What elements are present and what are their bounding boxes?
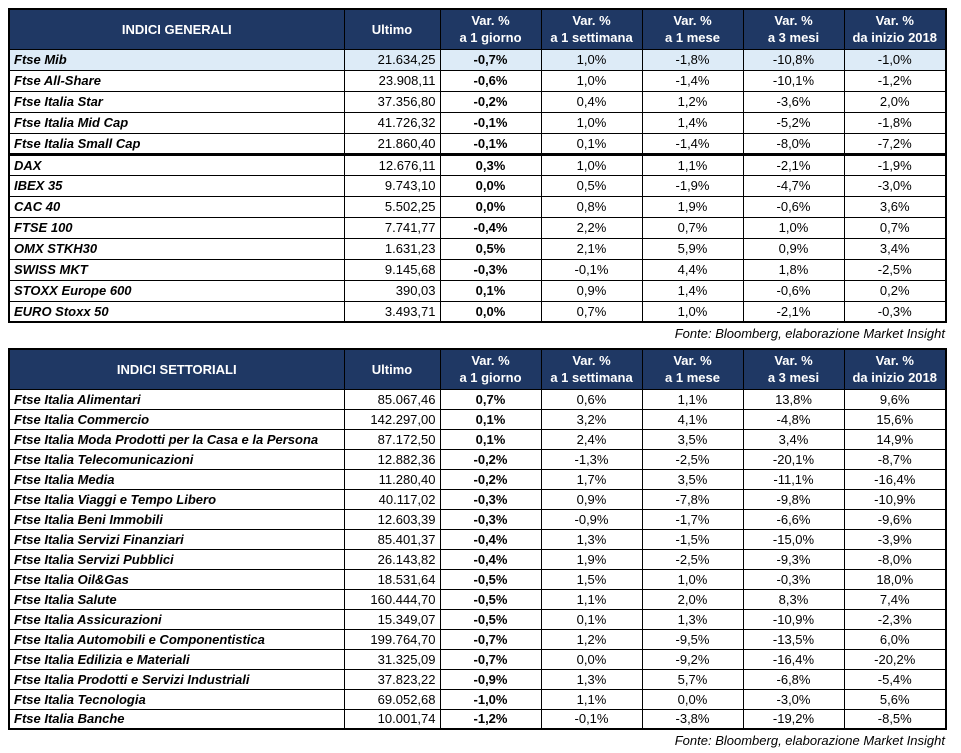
table-row	[9, 709, 946, 729]
var-1g-cell: 0,0%	[440, 196, 541, 217]
var-3m-cell: -16,4%	[743, 649, 844, 669]
table-row	[9, 689, 946, 709]
ultimo-cell: 12.676,11	[344, 154, 440, 175]
var-1s-cell: 0,5%	[541, 175, 642, 196]
var-1g-cell: -0,2%	[440, 469, 541, 489]
ultimo-cell: 7.741,77	[344, 217, 440, 238]
var-1m-cell: 0,0%	[642, 689, 743, 709]
var-ytd-cell: -20,2%	[844, 649, 946, 669]
index-name-cell: Ftse Italia Viaggi e Tempo Libero	[9, 489, 344, 509]
col-header-line: Var. %	[774, 353, 813, 369]
var-1g-cell: -0,6%	[440, 70, 541, 91]
ultimo-cell: 142.297,00	[344, 409, 440, 429]
var-3m-cell: 3,4%	[743, 429, 844, 449]
var-1g-cell: -1,2%	[440, 709, 541, 729]
ultimo-cell: 85.401,37	[344, 529, 440, 549]
ultimo-cell: 37.823,22	[344, 669, 440, 689]
ultimo-cell: 21.634,25	[344, 49, 440, 70]
var-1s-cell: 0,6%	[541, 389, 642, 409]
table-row	[9, 629, 946, 649]
index-name-cell: SWISS MKT	[9, 259, 344, 280]
table-row	[9, 589, 946, 609]
var-3m-cell: -0,6%	[743, 196, 844, 217]
table-row	[9, 49, 946, 70]
ultimo-cell: 31.325,09	[344, 649, 440, 669]
index-name-cell: Ftse Italia Star	[9, 91, 344, 112]
var-1m-cell: -1,5%	[642, 529, 743, 549]
var-1s-cell: 1,3%	[541, 669, 642, 689]
col-header-ultimo: Ultimo	[344, 349, 440, 389]
table-row	[9, 669, 946, 689]
index-name-cell: Ftse Italia Salute	[9, 589, 344, 609]
var-1m-cell: 1,0%	[642, 301, 743, 322]
var-1s-cell: 0,0%	[541, 649, 642, 669]
var-1s-cell: 0,9%	[541, 280, 642, 301]
var-1m-cell: 3,5%	[642, 469, 743, 489]
var-ytd-cell: -2,5%	[844, 259, 946, 280]
var-1g-cell: -1,0%	[440, 689, 541, 709]
var-1s-cell: 1,1%	[541, 689, 642, 709]
ultimo-cell: 37.356,80	[344, 91, 440, 112]
table-row	[9, 449, 946, 469]
var-ytd-cell: -16,4%	[844, 469, 946, 489]
var-1s-cell: 3,2%	[541, 409, 642, 429]
ultimo-cell: 5.502,25	[344, 196, 440, 217]
var-1m-cell: -9,2%	[642, 649, 743, 669]
table-row	[9, 429, 946, 449]
col-header-var-1g	[440, 9, 541, 49]
var-ytd-cell: 3,6%	[844, 196, 946, 217]
ultimo-cell: 40.117,02	[344, 489, 440, 509]
var-1s-cell: -0,9%	[541, 509, 642, 529]
source-note: Fonte: Bloomberg, elaborazione Market Insight	[674, 733, 945, 748]
var-ytd-cell: -1,8%	[844, 112, 946, 133]
var-1m-cell: 1,0%	[642, 569, 743, 589]
var-1m-cell: 5,9%	[642, 238, 743, 259]
index-name-cell: Ftse Italia Telecomunicazioni	[9, 449, 344, 469]
var-1s-cell: 1,5%	[541, 569, 642, 589]
col-header-var-ytd	[844, 9, 946, 49]
var-1g-cell: -0,2%	[440, 91, 541, 112]
var-1g-cell: -0,4%	[440, 549, 541, 569]
var-1g-cell: -0,3%	[440, 489, 541, 509]
table-row	[9, 469, 946, 489]
col-header-line: Var. %	[875, 13, 914, 29]
index-name-cell: Ftse Italia Edilizia e Materiali	[9, 649, 344, 669]
var-1g-cell: 0,5%	[440, 238, 541, 259]
var-1s-cell: 2,2%	[541, 217, 642, 238]
index-name-cell: Ftse Italia Mid Cap	[9, 112, 344, 133]
var-ytd-cell: -1,0%	[844, 49, 946, 70]
table-row	[9, 549, 946, 569]
var-1g-cell: 0,1%	[440, 429, 541, 449]
var-1s-cell: 1,9%	[541, 549, 642, 569]
var-3m-cell: -11,1%	[743, 469, 844, 489]
table-row	[9, 175, 946, 196]
var-ytd-cell: 0,7%	[844, 217, 946, 238]
ultimo-cell: 12.603,39	[344, 509, 440, 529]
col-header-var-1g	[440, 349, 541, 389]
var-1m-cell: 0,7%	[642, 217, 743, 238]
var-1s-cell: 1,0%	[541, 70, 642, 91]
index-name-cell: Ftse Italia Oil&Gas	[9, 569, 344, 589]
var-ytd-cell: 5,6%	[844, 689, 946, 709]
var-1g-cell: -0,7%	[440, 49, 541, 70]
table-title: INDICI GENERALI	[9, 9, 344, 49]
ultimo-cell: 15.349,07	[344, 609, 440, 629]
var-ytd-cell: 18,0%	[844, 569, 946, 589]
var-ytd-cell: -0,3%	[844, 301, 946, 322]
source-note: Fonte: Bloomberg, elaborazione Market Insight	[674, 326, 945, 341]
var-1m-cell: 4,1%	[642, 409, 743, 429]
var-1m-cell: -1,8%	[642, 49, 743, 70]
col-header-line: Var. %	[774, 13, 813, 29]
var-1g-cell: -0,3%	[440, 509, 541, 529]
var-1m-cell: -1,9%	[642, 175, 743, 196]
table-row	[9, 196, 946, 217]
var-1g-cell: 0,1%	[440, 409, 541, 429]
var-3m-cell: -10,9%	[743, 609, 844, 629]
var-1s-cell: 1,0%	[541, 112, 642, 133]
col-header-var-1s	[541, 9, 642, 49]
col-header-line: Var. %	[673, 13, 712, 29]
header-row	[9, 349, 946, 389]
var-1m-cell: -1,4%	[642, 70, 743, 91]
col-header-line: a 3 mesi	[767, 30, 820, 46]
table-row	[9, 259, 946, 280]
col-header-line: a 1 mese	[665, 370, 720, 386]
table-row	[9, 301, 946, 322]
ultimo-cell: 3.493,71	[344, 301, 440, 322]
var-ytd-cell: 2,0%	[844, 91, 946, 112]
ultimo-cell: 87.172,50	[344, 429, 440, 449]
var-1g-cell: -0,7%	[440, 649, 541, 669]
var-1s-cell: 1,0%	[541, 154, 642, 175]
col-header-line: Var. %	[572, 353, 611, 369]
table-row	[9, 217, 946, 238]
index-name-cell: Ftse Italia Small Cap	[9, 133, 344, 154]
var-1g-cell: 0,0%	[440, 301, 541, 322]
var-3m-cell: -19,2%	[743, 709, 844, 729]
var-ytd-cell: -8,7%	[844, 449, 946, 469]
var-ytd-cell: -1,2%	[844, 70, 946, 91]
var-ytd-cell: 9,6%	[844, 389, 946, 409]
var-1g-cell: -0,3%	[440, 259, 541, 280]
var-1g-cell: -0,5%	[440, 609, 541, 629]
ultimo-cell: 160.444,70	[344, 589, 440, 609]
col-header-line: Var. %	[673, 353, 712, 369]
col-header-line: Var. %	[875, 353, 914, 369]
var-3m-cell: 13,8%	[743, 389, 844, 409]
col-header-line: a 1 settimana	[550, 370, 633, 386]
var-1g-cell: -0,9%	[440, 669, 541, 689]
var-1m-cell: -1,7%	[642, 509, 743, 529]
var-1g-cell: -0,4%	[440, 217, 541, 238]
var-3m-cell: -8,0%	[743, 133, 844, 154]
index-name-cell: CAC 40	[9, 196, 344, 217]
var-1s-cell: 1,3%	[541, 529, 642, 549]
col-header-line: a 1 settimana	[550, 30, 633, 46]
var-ytd-cell: -5,4%	[844, 669, 946, 689]
index-name-cell: Ftse Italia Moda Prodotti per la Casa e la Persona	[9, 429, 344, 449]
var-3m-cell: -15,0%	[743, 529, 844, 549]
var-ytd-cell: 6,0%	[844, 629, 946, 649]
var-1m-cell: -1,4%	[642, 133, 743, 154]
var-1g-cell: -0,5%	[440, 589, 541, 609]
table-row	[9, 409, 946, 429]
var-1g-cell: 0,3%	[440, 154, 541, 175]
col-header-line: a 1 giorno	[459, 30, 522, 46]
index-name-cell: FTSE 100	[9, 217, 344, 238]
index-name-cell: Ftse Italia Servizi Pubblici	[9, 549, 344, 569]
table-row	[9, 70, 946, 91]
var-1s-cell: 0,7%	[541, 301, 642, 322]
var-1m-cell: -2,5%	[642, 449, 743, 469]
var-1g-cell: -0,5%	[440, 569, 541, 589]
index-name-cell: Ftse Mib	[9, 49, 344, 70]
var-1s-cell: 2,4%	[541, 429, 642, 449]
var-1g-cell: 0,0%	[440, 175, 541, 196]
var-1s-cell: 1,0%	[541, 49, 642, 70]
table-row	[9, 489, 946, 509]
var-ytd-cell: -2,3%	[844, 609, 946, 629]
var-1m-cell: 1,1%	[642, 154, 743, 175]
var-3m-cell: -9,8%	[743, 489, 844, 509]
var-1m-cell: 1,3%	[642, 609, 743, 629]
var-1m-cell: 1,4%	[642, 112, 743, 133]
table-row	[9, 509, 946, 529]
var-3m-cell: -4,8%	[743, 409, 844, 429]
index-name-cell: STOXX Europe 600	[9, 280, 344, 301]
index-name-cell: Ftse Italia Banche	[9, 709, 344, 729]
ultimo-cell: 85.067,46	[344, 389, 440, 409]
var-1g-cell: -0,7%	[440, 629, 541, 649]
var-1s-cell: 0,9%	[541, 489, 642, 509]
var-1s-cell: 2,1%	[541, 238, 642, 259]
var-3m-cell: 8,3%	[743, 589, 844, 609]
table-title: INDICI SETTORIALI	[9, 349, 344, 389]
ultimo-cell: 18.531,64	[344, 569, 440, 589]
table-row	[9, 569, 946, 589]
table-row	[9, 529, 946, 549]
col-header-line: Var. %	[471, 353, 510, 369]
col-header-line: da inizio 2018	[852, 370, 938, 386]
index-name-cell: Ftse Italia Prodotti e Servizi Industriali	[9, 669, 344, 689]
var-1s-cell: 0,4%	[541, 91, 642, 112]
ultimo-cell: 9.743,10	[344, 175, 440, 196]
ultimo-cell: 10.001,74	[344, 709, 440, 729]
table-row	[9, 609, 946, 629]
var-1m-cell: 5,7%	[642, 669, 743, 689]
var-3m-cell: 1,8%	[743, 259, 844, 280]
ultimo-cell: 26.143,82	[344, 549, 440, 569]
var-1g-cell: -0,4%	[440, 529, 541, 549]
var-1m-cell: 1,4%	[642, 280, 743, 301]
index-name-cell: OMX STKH30	[9, 238, 344, 259]
var-3m-cell: -5,2%	[743, 112, 844, 133]
col-header-var-1m	[642, 9, 743, 49]
var-3m-cell: -6,8%	[743, 669, 844, 689]
var-3m-cell: -3,6%	[743, 91, 844, 112]
col-header-line: da inizio 2018	[852, 30, 938, 46]
col-header-line: a 1 mese	[665, 30, 720, 46]
var-ytd-cell: -3,0%	[844, 175, 946, 196]
col-header-line: a 3 mesi	[767, 370, 820, 386]
var-1s-cell: 0,8%	[541, 196, 642, 217]
var-3m-cell: -4,7%	[743, 175, 844, 196]
table-row	[9, 112, 946, 133]
col-header-var-1s	[541, 349, 642, 389]
var-ytd-cell: -7,2%	[844, 133, 946, 154]
var-3m-cell: -2,1%	[743, 301, 844, 322]
var-1s-cell: 1,7%	[541, 469, 642, 489]
index-name-cell: Ftse Italia Media	[9, 469, 344, 489]
var-1g-cell: -0,1%	[440, 112, 541, 133]
var-1s-cell: -0,1%	[541, 259, 642, 280]
var-1s-cell: 0,1%	[541, 133, 642, 154]
var-1g-cell: -0,1%	[440, 133, 541, 154]
var-1s-cell: -1,3%	[541, 449, 642, 469]
ultimo-cell: 23.908,11	[344, 70, 440, 91]
table-row	[9, 238, 946, 259]
var-3m-cell: 0,9%	[743, 238, 844, 259]
var-1m-cell: 3,5%	[642, 429, 743, 449]
var-ytd-cell: -10,9%	[844, 489, 946, 509]
table-row	[9, 91, 946, 112]
header-row	[9, 9, 946, 49]
ultimo-cell: 12.882,36	[344, 449, 440, 469]
var-1s-cell: 1,1%	[541, 589, 642, 609]
ultimo-cell: 199.764,70	[344, 629, 440, 649]
index-name-cell: Ftse Italia Assicurazioni	[9, 609, 344, 629]
table-row	[9, 280, 946, 301]
var-ytd-cell: 3,4%	[844, 238, 946, 259]
col-header-var-1m	[642, 349, 743, 389]
var-1m-cell: -9,5%	[642, 629, 743, 649]
var-1m-cell: -3,8%	[642, 709, 743, 729]
var-1m-cell: 2,0%	[642, 589, 743, 609]
var-3m-cell: -9,3%	[743, 549, 844, 569]
table-row	[9, 133, 946, 154]
ultimo-cell: 1.631,23	[344, 238, 440, 259]
col-header-line: Var. %	[572, 13, 611, 29]
var-3m-cell: 1,0%	[743, 217, 844, 238]
var-3m-cell: -0,6%	[743, 280, 844, 301]
index-name-cell: Ftse Italia Tecnologia	[9, 689, 344, 709]
var-1m-cell: 1,1%	[642, 389, 743, 409]
ultimo-cell: 11.280,40	[344, 469, 440, 489]
index-name-cell: EURO Stoxx 50	[9, 301, 344, 322]
var-1m-cell: -7,8%	[642, 489, 743, 509]
var-3m-cell: -20,1%	[743, 449, 844, 469]
var-ytd-cell: -9,6%	[844, 509, 946, 529]
var-ytd-cell: 14,9%	[844, 429, 946, 449]
var-ytd-cell: 7,4%	[844, 589, 946, 609]
var-ytd-cell: 0,2%	[844, 280, 946, 301]
index-name-cell: Ftse Italia Beni Immobili	[9, 509, 344, 529]
index-name-cell: Ftse Italia Commercio	[9, 409, 344, 429]
var-3m-cell: -10,1%	[743, 70, 844, 91]
var-1g-cell: 0,7%	[440, 389, 541, 409]
ultimo-cell: 41.726,32	[344, 112, 440, 133]
col-header-var-3m	[743, 9, 844, 49]
col-header-var-3m	[743, 349, 844, 389]
var-ytd-cell: -8,0%	[844, 549, 946, 569]
var-ytd-cell: -1,9%	[844, 154, 946, 175]
ultimo-cell: 390,03	[344, 280, 440, 301]
table-row	[9, 154, 946, 175]
var-3m-cell: -3,0%	[743, 689, 844, 709]
var-1g-cell: 0,1%	[440, 280, 541, 301]
ultimo-cell: 9.145,68	[344, 259, 440, 280]
sector-indices-table	[8, 348, 947, 730]
var-1m-cell: 1,9%	[642, 196, 743, 217]
table-row	[9, 389, 946, 409]
index-name-cell: Ftse Italia Alimentari	[9, 389, 344, 409]
ultimo-cell: 21.860,40	[344, 133, 440, 154]
var-1m-cell: 1,2%	[642, 91, 743, 112]
var-ytd-cell: -3,9%	[844, 529, 946, 549]
var-3m-cell: -2,1%	[743, 154, 844, 175]
var-ytd-cell: 15,6%	[844, 409, 946, 429]
var-1g-cell: -0,2%	[440, 449, 541, 469]
var-1s-cell: -0,1%	[541, 709, 642, 729]
var-1m-cell: -2,5%	[642, 549, 743, 569]
ultimo-cell: 69.052,68	[344, 689, 440, 709]
var-1s-cell: 0,1%	[541, 609, 642, 629]
var-1m-cell: 4,4%	[642, 259, 743, 280]
index-name-cell: DAX	[9, 154, 344, 175]
index-name-cell: Ftse All-Share	[9, 70, 344, 91]
var-3m-cell: -0,3%	[743, 569, 844, 589]
col-header-line: Var. %	[471, 13, 510, 29]
general-indices-table	[8, 8, 947, 323]
col-header-ultimo: Ultimo	[344, 9, 440, 49]
index-name-cell: IBEX 35	[9, 175, 344, 196]
var-3m-cell: -10,8%	[743, 49, 844, 70]
var-3m-cell: -13,5%	[743, 629, 844, 649]
index-name-cell: Ftse Italia Servizi Finanziari	[9, 529, 344, 549]
var-3m-cell: -6,6%	[743, 509, 844, 529]
col-header-line: a 1 giorno	[459, 370, 522, 386]
table-row	[9, 649, 946, 669]
var-ytd-cell: -8,5%	[844, 709, 946, 729]
col-header-var-ytd	[844, 349, 946, 389]
index-name-cell: Ftse Italia Automobili e Componentistica	[9, 629, 344, 649]
var-1s-cell: 1,2%	[541, 629, 642, 649]
